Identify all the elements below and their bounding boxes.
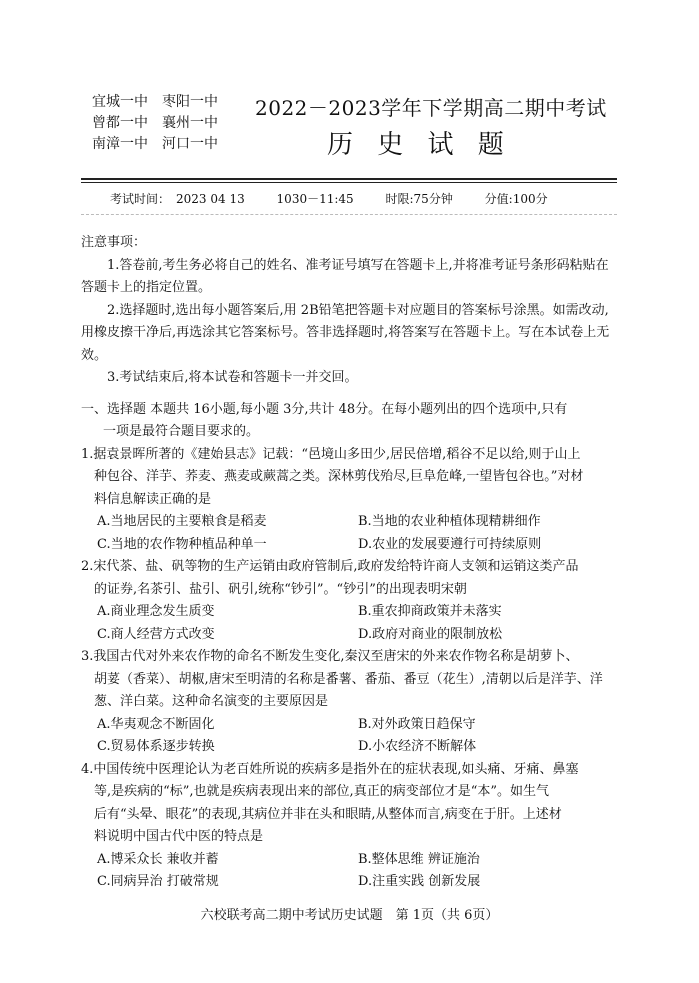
option-a: A.当地居民的主要粮食是稻麦 — [97, 514, 267, 529]
question-line: 2.宋代茶、盐、矾等物的生产运销由政府管制后,政府发给特许商人支领和运销这类产品 — [81, 559, 579, 574]
question — [81, 759, 619, 894]
question-line: 种包谷、洋芋、荞麦、燕麦或蕨蒿之类。深林剪伐殆尽,巨阜危峰,一望皆包谷也。”对材 — [94, 469, 584, 484]
option-c: C.当地的农作物种植品种单一 — [97, 536, 267, 552]
section-line: 一、选择题 本题共 16小题,每小题 3分,共计 48分。在每小题列出的四个选项中,只有 — [81, 401, 568, 417]
question-line: 1.据袁景晖所著的《建始县志》记载：“邑境山多田少,居民倍增,稻谷不足以给,则于山上 — [81, 446, 581, 462]
question — [81, 556, 619, 646]
school-line: 曾都一中 襄州一中 — [92, 115, 218, 131]
option-d: D.小农经济不断解体 — [358, 739, 477, 754]
option-d: D.农业的发展要遵行可持续原则 — [358, 536, 542, 552]
section-instructions — [81, 399, 619, 444]
option-d: D.注重实践 创新发展 — [358, 874, 481, 889]
option-b: B.当地的农业种植体现精耕细作 — [358, 514, 541, 529]
question-line: 葱、洋白菜。这种命名演变的主要原因是 — [94, 694, 329, 709]
school-line: 南漳一中 河口一中 — [92, 136, 218, 152]
option-b: B.重农抑商政策并未落实 — [358, 604, 502, 619]
question-line: 胡荽（香菜）、胡椒,唐宋至明清的名称是番薯、番茄、番豆（花生）,清朝以后是洋芋、洋 — [94, 671, 603, 687]
options — [81, 511, 619, 556]
question-line: 料说明中国古代中医的特点是 — [94, 829, 264, 844]
note-item: 1.答卷前,考生务必将自己的姓名、准考证号填写在答题卡上,并将准考证号条形码粘贴在答题卡上的指定位置。 — [81, 257, 609, 295]
option-d: D.政府对商业的限制放松 — [358, 626, 503, 642]
header-divider-thin — [81, 182, 617, 183]
notes-heading: 注意事项： — [81, 235, 147, 250]
header-divider — [81, 178, 617, 180]
page-footer: 六校联考高二期中考试历史试题 第 1页（共 6页） — [200, 908, 499, 923]
exam-time-range: 1030－11:45 — [276, 192, 354, 206]
exam-subject-title: 历 史 试 题 — [327, 130, 512, 160]
note-item: 2.选择题时,选出每小题答案后,用 2B铅笔把答题卡对应题目的答案标号涂黑。如需改动,用橡皮擦干净后,再选涂其它答案标号。答非选择题时,将答案写在答题卡上。写在本试卷上无效。 — [81, 302, 610, 363]
exam-content — [81, 232, 619, 894]
exam-date: 考试时间： 2023 04 13 — [110, 192, 245, 206]
option-c: C.贸易体系逐步转换 — [97, 739, 215, 754]
question — [81, 646, 619, 759]
question-line: 后有“头晕、眼花”的表现,其病位并非在头和眼睛,从整体而言,病变在于肝。上述材 — [94, 806, 562, 822]
question-line: 4.中国传统中医理论认为老百姓所说的疾病多是指外在的症状表现,如头痛、牙痛、鼻塞 — [81, 761, 579, 777]
option-c: C.商人经营方式改变 — [97, 626, 215, 642]
question-line: 3.我国古代对外来农作物的命名不断发生变化,秦汉至唐宋的外来农作物名称是胡萝卜、 — [81, 649, 579, 664]
exam-header — [92, 86, 652, 176]
exam-duration: 时限:75分钟 — [385, 192, 453, 206]
options — [81, 714, 619, 759]
section-line: 一项是最符合题目要求的。 — [103, 424, 260, 439]
option-b: B.整体思维 辨证施治 — [358, 851, 480, 867]
question-line: 料信息解读正确的是 — [94, 491, 212, 507]
school-list — [92, 92, 218, 155]
question — [81, 444, 619, 557]
option-b: B.对外政策日趋保守 — [358, 716, 476, 732]
options — [81, 849, 619, 894]
note-item: 3.考试结束后,将本试卷和答题卡一并交回。 — [107, 370, 358, 385]
info-divider — [81, 214, 617, 215]
question-line: 等,是疾病的“标”,也就是疾病表现出来的部位,真正的病变部位才是“本”。如生气 — [94, 784, 549, 799]
option-a: A.华夷观念不断固化 — [97, 716, 215, 732]
options — [81, 601, 619, 646]
option-a: A.商业理念发生质变 — [97, 604, 215, 619]
exam-title: 2022－2023学年下学期高二期中考试 — [255, 96, 607, 120]
school-line: 宜城一中 枣阳一中 — [92, 94, 218, 110]
exam-score: 分值:100分 — [484, 192, 548, 206]
exam-info — [110, 190, 576, 207]
option-c: C.同病异治 打破常规 — [97, 874, 219, 889]
question-line: 的证券,名茶引、盐引、矾引,统称“钞引”。“钞引”的出现表明宋朝 — [94, 581, 467, 597]
option-a: A.博采众长 兼收并蓄 — [97, 851, 219, 867]
